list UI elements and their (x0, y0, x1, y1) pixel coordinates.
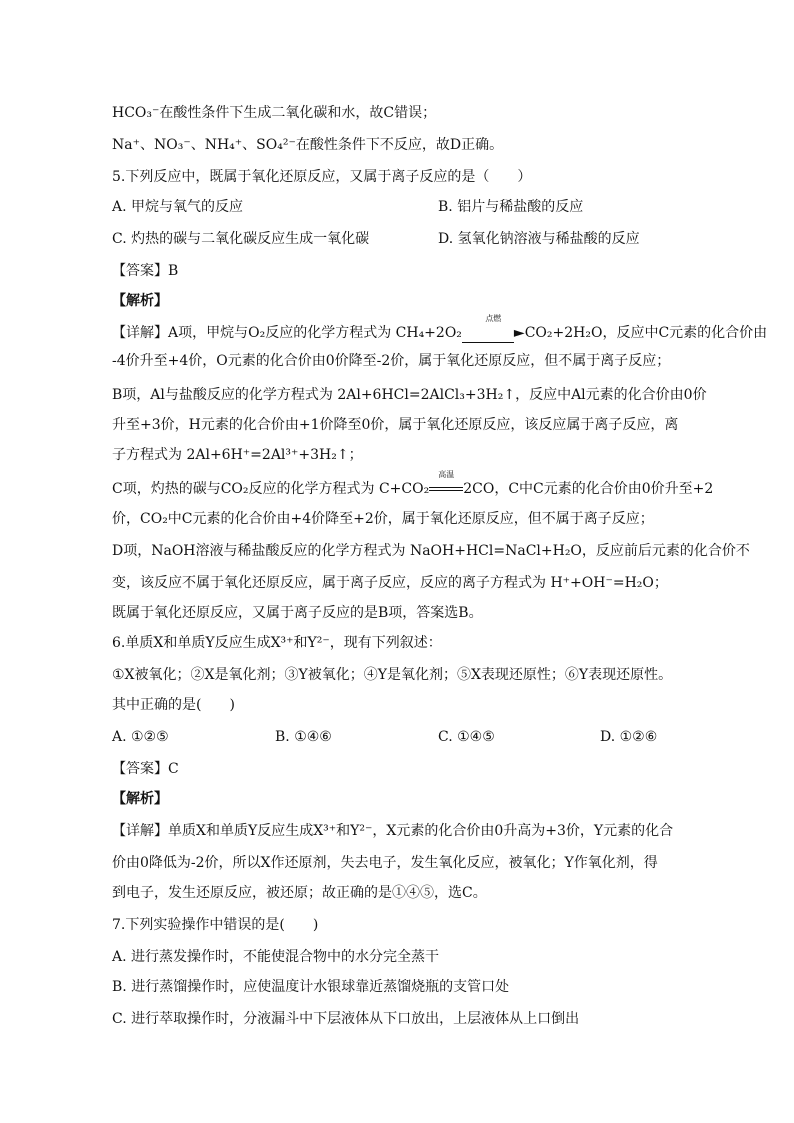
option-d: D. 氢氧化钠溶液与稀盐酸的反应 (438, 231, 640, 247)
option-d: D. ①②⑥ (600, 729, 658, 745)
explanation-line (112, 470, 714, 498)
text-line: Na⁺、NO₃⁻、NH₄⁺、SO₄²⁻在酸性条件下不反应，故D正确。 (112, 137, 504, 153)
option-c: C. 灼热的碳与二氧化碳反应生成一氧化碳 (112, 231, 370, 247)
reaction-condition (429, 470, 463, 498)
option-a: A. 进行蒸发操作时，不能使混合物中的水分完全蒸干 (112, 949, 440, 965)
arrow-icon (462, 324, 514, 343)
condition-label: 高温 (438, 470, 455, 479)
explanation-line: 到电子，发生还原反应，被还原；故正确的是①④⑤，选C。 (112, 885, 487, 901)
reaction-condition (462, 314, 525, 343)
explanation-line: 变，该反应不属于氧化还原反应，属于离子反应，反应的离子方程式为 H⁺+OH⁻=H₂O； (112, 575, 668, 591)
explanation-line: 升至+3价，H元素的化合价由+1价降至0价，属于氧化还原反应，该反应属于离子反应，离 (112, 417, 679, 433)
explanation-line: 价，CO₂中C元素的化合价由+4价降至+2价，属于氧化还原反应，但不属于离子反应； (112, 511, 654, 527)
explanation-line: B项，Al与盐酸反应的化学方程式为 2Al+6HCl=2AlCl₃+3H₂↑，反应中Al元素的化合价由0价 (112, 387, 707, 403)
question-7: 7.下列实验操作中错误的是( ) (112, 917, 319, 933)
explanation-line: 价由0降低为-2价，所以X作还原剂，失去电子，发生氧化反应，被氧化；Y作氧化剂，得 (112, 855, 658, 871)
equals-icon (429, 487, 463, 491)
question-prompt: 其中正确的是( ) (112, 697, 235, 713)
answer-label: 【答案】C (112, 761, 179, 777)
option-b: B. ①④⑥ (275, 729, 332, 745)
question-5: 5.下列反应中，既属于氧化还原反应，又属于离子反应的是（ ） (112, 169, 532, 185)
explanation-line: 【详解】单质X和单质Y反应生成X³⁺和Y²⁻，X元素的化合价由0升高为+3价，Y元素的化合 (112, 823, 674, 839)
explanation-text: 【详解】A项，甲烷与O₂反应的化学方程式为 CH₄+2O₂ (112, 325, 462, 341)
answer-label: 【答案】B (112, 263, 179, 279)
option-b: B. 铝片与稀盐酸的反应 (438, 199, 584, 215)
explanation-text: 2CO，C中C元素的化合价由0价升至+2 (463, 481, 714, 497)
statement-list: ①X被氧化；②X是氧化剂；③Y被氧化；④Y是氧化剂；⑤X表现还原性；⑥Y表现还原性。 (112, 667, 673, 683)
question-6: 6.单质X和单质Y反应生成X³⁺和Y²⁻，现有下列叙述： (112, 635, 442, 651)
explanation-line (112, 314, 768, 343)
analysis-label: 【解析】 (112, 791, 168, 807)
explanation-line: -4价升至+4价，O元素的化合价由0价降至-2价，属于氧化还原反应，但不属于离子反应； (112, 353, 671, 369)
explanation-line: 既属于氧化还原反应，又属于离子反应的是B项，答案选B。 (112, 605, 483, 621)
explanation-text: C项，灼热的碳与CO₂反应的化学方程式为 C+CO₂ (112, 481, 430, 497)
option-a: A. 甲烷与氧气的反应 (112, 199, 244, 215)
analysis-label: 【解析】 (112, 293, 168, 309)
text-line: HCO₃⁻在酸性条件下生成二氧化碳和水，故C错误； (112, 105, 437, 121)
arrow-head-icon: ► (513, 325, 525, 341)
explanation-line: 子方程式为 2Al+6H⁺=2Al³⁺+3H₂↑； (112, 447, 363, 463)
explanation-text: CO₂+2H₂O，反应中C元素的化合价由 (524, 325, 768, 341)
option-b: B. 进行蒸馏操作时，应使温度计水银球靠近蒸馏烧瓶的支管口处 (112, 979, 510, 995)
option-a: A. ①②⑤ (112, 729, 169, 745)
option-c: C. ①④⑤ (438, 729, 495, 745)
explanation-line: D项，NaOH溶液与稀盐酸反应的化学方程式为 NaOH+HCl=NaCl+H₂O，反应前后元素的化合价不 (112, 543, 750, 559)
condition-label: 点燃 (485, 314, 502, 323)
option-c: C. 进行萃取操作时，分液漏斗中下层液体从下口放出，上层液体从上口倒出 (112, 1011, 580, 1027)
